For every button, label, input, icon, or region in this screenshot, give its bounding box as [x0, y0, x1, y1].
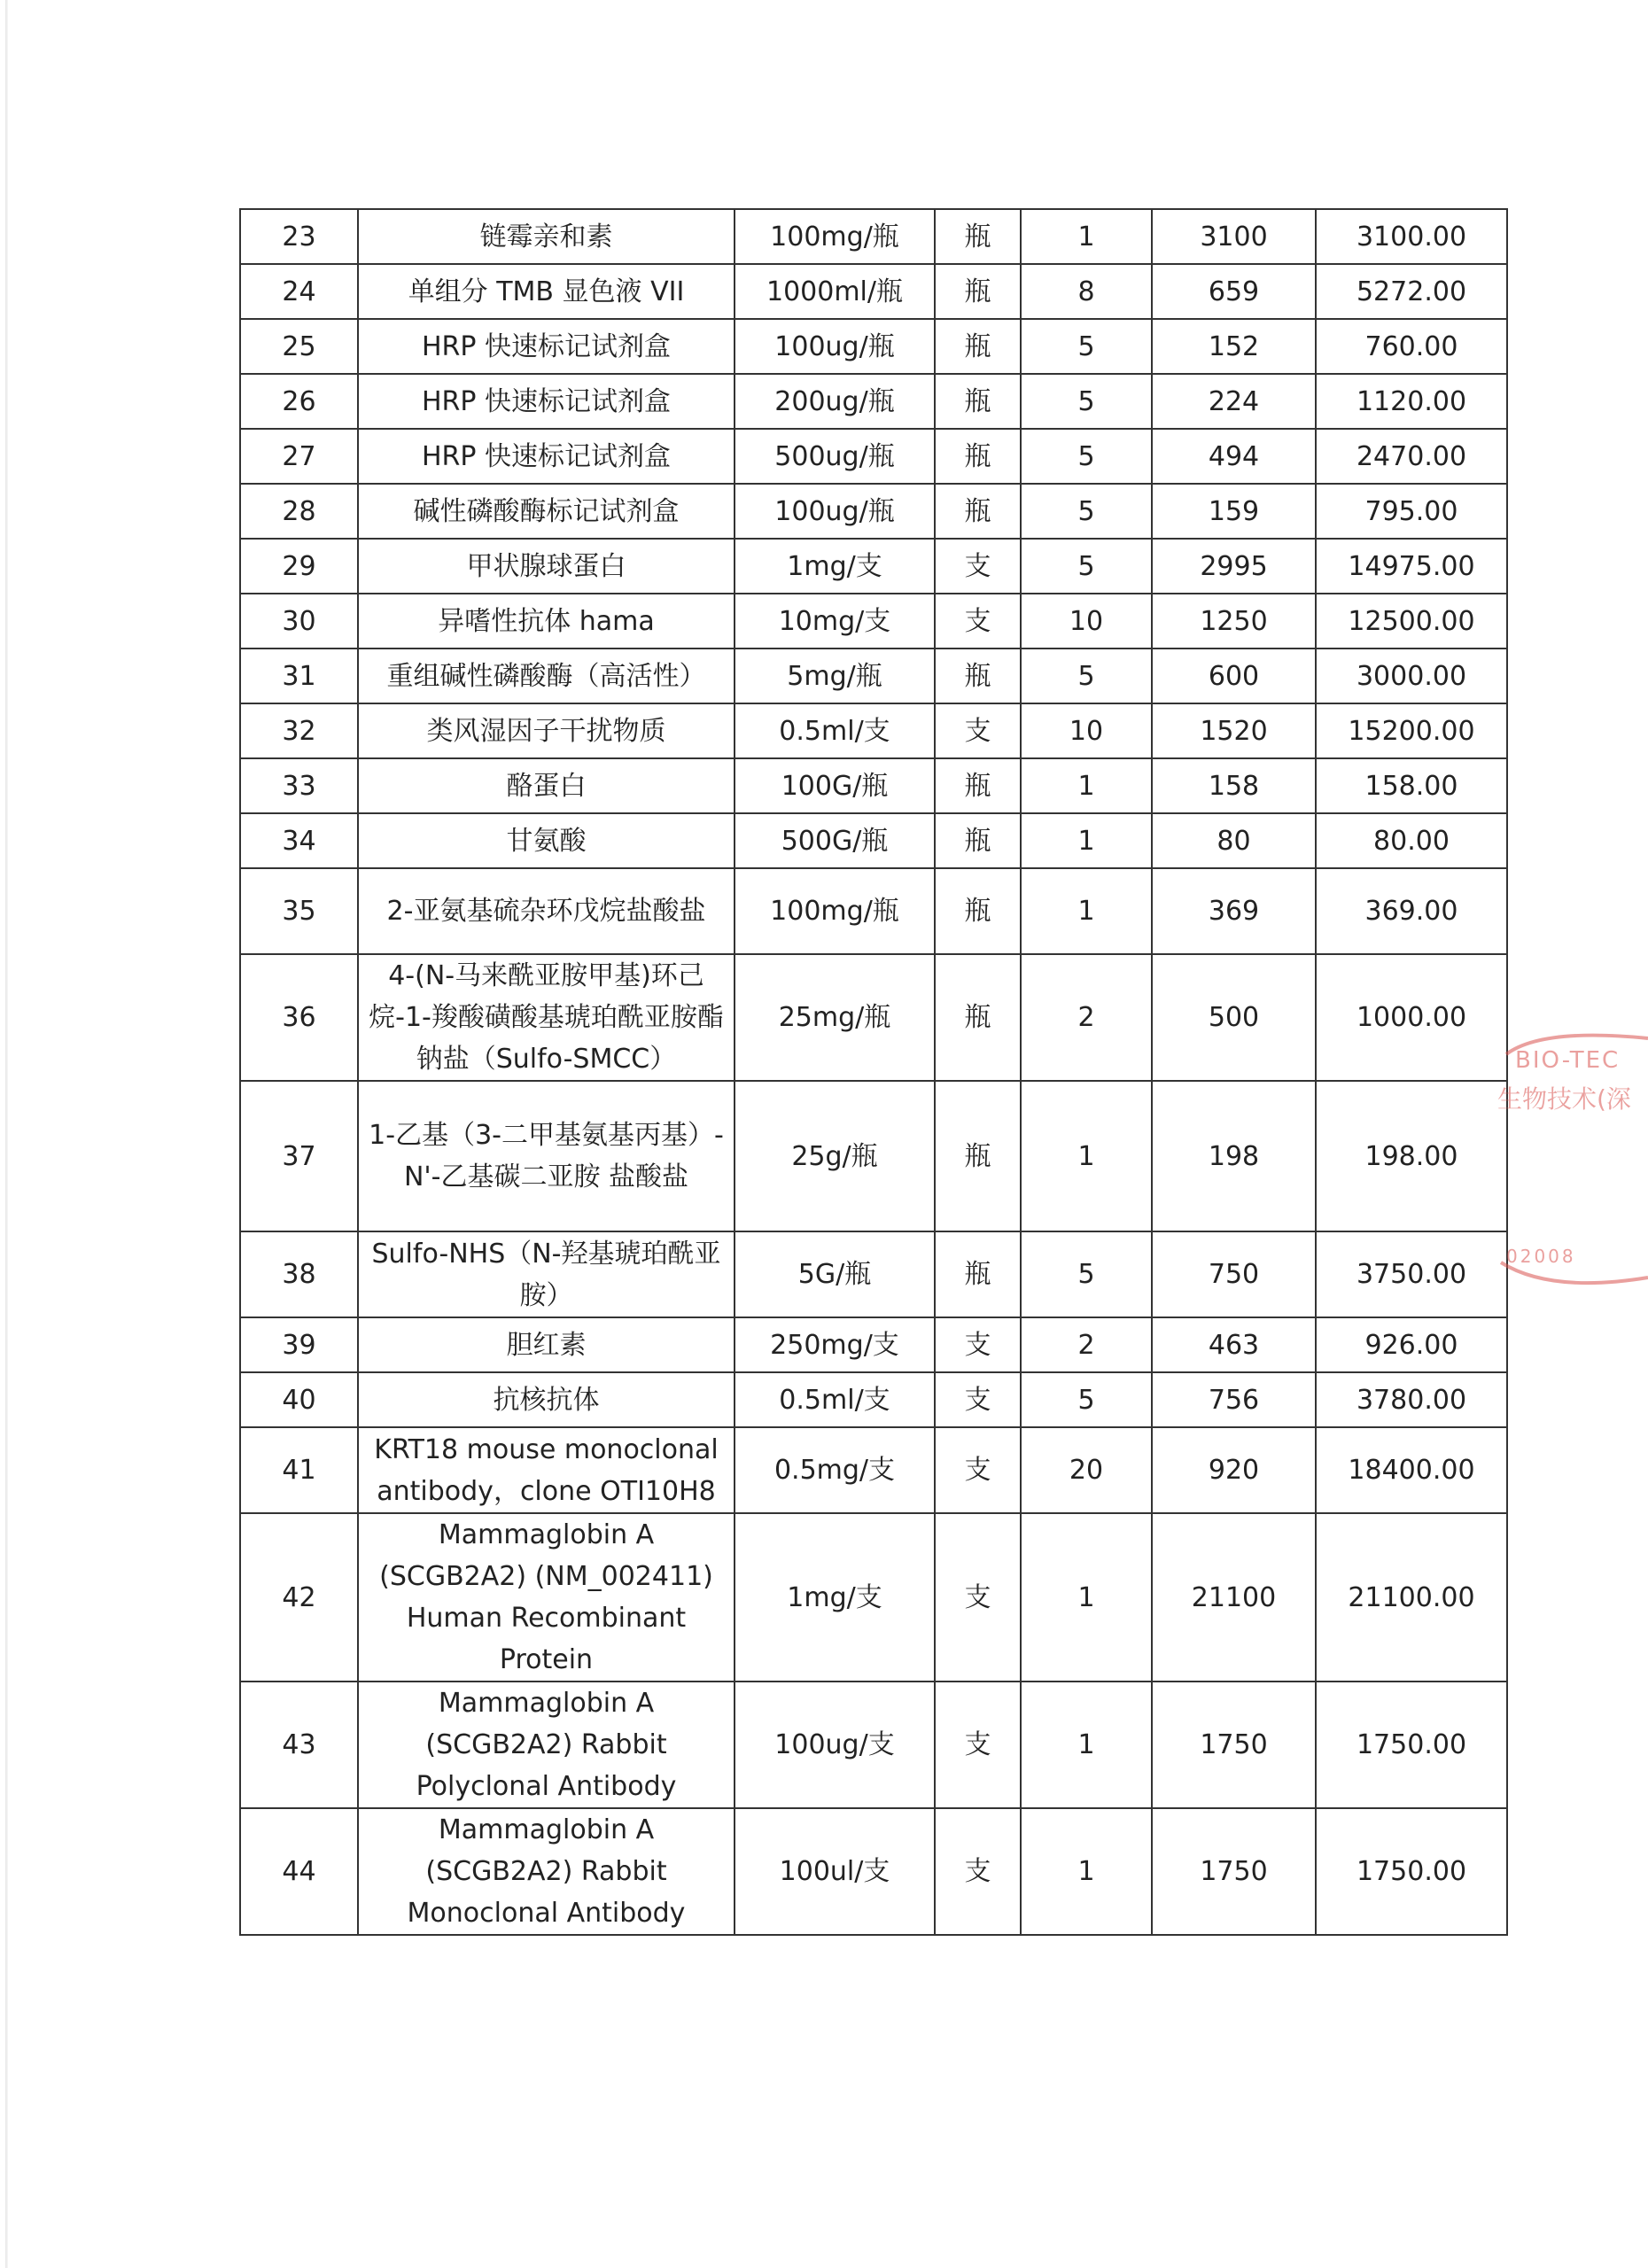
- cell-name: Mammaglobin A (SCGB2A2) (NM_002411) Human Recombinant Protein: [358, 1513, 735, 1682]
- table-row: [240, 1682, 1507, 1808]
- cell-spec: 500ug/瓶: [735, 429, 935, 484]
- cell-qty: 5: [1021, 374, 1152, 429]
- cell-total: 198.00: [1316, 1081, 1507, 1231]
- cell-unit: 瓶: [935, 374, 1021, 429]
- cell-no: 37: [240, 1081, 358, 1231]
- svg-text:生物技术(深: 生物技术(深: [1497, 1084, 1631, 1114]
- cell-spec: 1000ml/瓶: [735, 264, 935, 319]
- cell-total: 3100.00: [1316, 209, 1507, 264]
- cell-no: 38: [240, 1231, 358, 1317]
- cell-total: 18400.00: [1316, 1427, 1507, 1513]
- cell-unit: 瓶: [935, 319, 1021, 374]
- cell-qty: 2: [1021, 1317, 1152, 1372]
- cell-total: 3780.00: [1316, 1372, 1507, 1427]
- cell-name: 类风湿因子干扰物质: [358, 703, 735, 758]
- cell-name: 重组碱性磷酸酶（高活性）: [358, 649, 735, 703]
- cell-price: 1750: [1152, 1808, 1316, 1935]
- cell-qty: 1: [1021, 1808, 1152, 1935]
- table-row: [240, 209, 1507, 264]
- cell-spec: 1mg/支: [735, 1513, 935, 1682]
- cell-name: 链霉亲和素: [358, 209, 735, 264]
- cell-unit: 支: [935, 1808, 1021, 1935]
- cell-no: 44: [240, 1808, 358, 1935]
- cell-unit: 支: [935, 703, 1021, 758]
- cell-spec: 1mg/支: [735, 539, 935, 594]
- cell-qty: 1: [1021, 813, 1152, 868]
- table-row: [240, 1081, 1507, 1231]
- cell-no: 41: [240, 1427, 358, 1513]
- cell-name: Mammaglobin A (SCGB2A2) Rabbit Polyclonal Antibody: [358, 1682, 735, 1808]
- cell-unit: 瓶: [935, 813, 1021, 868]
- table-row: [240, 703, 1507, 758]
- cell-name: 4-(N-马来酰亚胺甲基)环己烷-1-羧酸磺酸基琥珀酰亚胺酯钠盐（Sulfo-SMCC）: [358, 954, 735, 1081]
- cell-price: 198: [1152, 1081, 1316, 1231]
- cell-name: 1-乙基（3-二甲基氨基丙基）-N'-乙基碳二亚胺 盐酸盐: [358, 1081, 735, 1231]
- cell-qty: 5: [1021, 1231, 1152, 1317]
- cell-no: 30: [240, 594, 358, 649]
- cell-qty: 1: [1021, 1682, 1152, 1808]
- cell-price: 21100: [1152, 1513, 1316, 1682]
- cell-no: 34: [240, 813, 358, 868]
- cell-total: 80.00: [1316, 813, 1507, 868]
- cell-total: 2470.00: [1316, 429, 1507, 484]
- table-row: [240, 1372, 1507, 1427]
- cell-qty: 1: [1021, 1081, 1152, 1231]
- cell-unit: 瓶: [935, 868, 1021, 954]
- cell-name: KRT18 mouse monoclonal antibody，clone OTI10H8: [358, 1427, 735, 1513]
- cell-name: Sulfo-NHS（N-羟基琥珀酰亚胺）: [358, 1231, 735, 1317]
- cell-spec: 100ug/瓶: [735, 484, 935, 539]
- table-row: [240, 649, 1507, 703]
- cell-price: 600: [1152, 649, 1316, 703]
- cell-total: 1750.00: [1316, 1682, 1507, 1808]
- cell-spec: 100ul/支: [735, 1808, 935, 1935]
- cell-qty: 20: [1021, 1427, 1152, 1513]
- cell-qty: 5: [1021, 429, 1152, 484]
- table-row: [240, 539, 1507, 594]
- cell-unit: 瓶: [935, 1231, 1021, 1317]
- table-row: [240, 319, 1507, 374]
- cell-total: 3750.00: [1316, 1231, 1507, 1317]
- cell-unit: 瓶: [935, 954, 1021, 1081]
- cell-price: 1750: [1152, 1682, 1316, 1808]
- cell-total: 926.00: [1316, 1317, 1507, 1372]
- cell-price: 920: [1152, 1427, 1316, 1513]
- cell-spec: 100G/瓶: [735, 758, 935, 813]
- cell-total: 12500.00: [1316, 594, 1507, 649]
- cell-spec: 250mg/支: [735, 1317, 935, 1372]
- cell-no: 36: [240, 954, 358, 1081]
- table-row: [240, 1513, 1507, 1682]
- cell-spec: 100mg/瓶: [735, 868, 935, 954]
- cell-name: Mammaglobin A (SCGB2A2) Rabbit Monoclonal Antibody: [358, 1808, 735, 1935]
- cell-price: 3100: [1152, 209, 1316, 264]
- cell-name: HRP 快速标记试剂盒: [358, 319, 735, 374]
- cell-no: 35: [240, 868, 358, 954]
- cell-price: 500: [1152, 954, 1316, 1081]
- svg-text:BIO-TEC: BIO-TEC: [1515, 1047, 1621, 1074]
- cell-no: 28: [240, 484, 358, 539]
- cell-total: 1000.00: [1316, 954, 1507, 1081]
- product-price-table: [239, 208, 1508, 1936]
- table-row: [240, 484, 1507, 539]
- cell-name: HRP 快速标记试剂盒: [358, 374, 735, 429]
- cell-price: 224: [1152, 374, 1316, 429]
- table-row: [240, 868, 1507, 954]
- cell-qty: 10: [1021, 703, 1152, 758]
- cell-price: 152: [1152, 319, 1316, 374]
- cell-name: 碱性磷酸酶标记试剂盒: [358, 484, 735, 539]
- cell-qty: 5: [1021, 649, 1152, 703]
- company-seal: [1489, 1028, 1648, 1302]
- svg-text:02008: 02008: [1506, 1246, 1576, 1267]
- cell-total: 1750.00: [1316, 1808, 1507, 1935]
- cell-spec: 100mg/瓶: [735, 209, 935, 264]
- cell-spec: 25mg/瓶: [735, 954, 935, 1081]
- cell-price: 2995: [1152, 539, 1316, 594]
- cell-spec: 100ug/支: [735, 1682, 935, 1808]
- cell-qty: 5: [1021, 539, 1152, 594]
- cell-price: 494: [1152, 429, 1316, 484]
- cell-no: 43: [240, 1682, 358, 1808]
- cell-no: 26: [240, 374, 358, 429]
- cell-unit: 瓶: [935, 429, 1021, 484]
- cell-total: 369.00: [1316, 868, 1507, 954]
- cell-qty: 1: [1021, 1513, 1152, 1682]
- cell-total: 5272.00: [1316, 264, 1507, 319]
- cell-price: 750: [1152, 1231, 1316, 1317]
- cell-unit: 支: [935, 1427, 1021, 1513]
- cell-unit: 瓶: [935, 758, 1021, 813]
- cell-spec: 10mg/支: [735, 594, 935, 649]
- table-row: [240, 954, 1507, 1081]
- cell-qty: 5: [1021, 484, 1152, 539]
- cell-no: 23: [240, 209, 358, 264]
- cell-qty: 10: [1021, 594, 1152, 649]
- cell-no: 24: [240, 264, 358, 319]
- cell-price: 1520: [1152, 703, 1316, 758]
- cell-no: 32: [240, 703, 358, 758]
- cell-name: 2-亚氨基硫杂环戊烷盐酸盐: [358, 868, 735, 954]
- table-row: [240, 1808, 1507, 1935]
- cell-total: 760.00: [1316, 319, 1507, 374]
- cell-spec: 0.5ml/支: [735, 703, 935, 758]
- table-row: [240, 1317, 1507, 1372]
- table-row: [240, 813, 1507, 868]
- cell-qty: 2: [1021, 954, 1152, 1081]
- cell-spec: 0.5mg/支: [735, 1427, 935, 1513]
- cell-total: 1120.00: [1316, 374, 1507, 429]
- cell-price: 756: [1152, 1372, 1316, 1427]
- cell-no: 27: [240, 429, 358, 484]
- cell-unit: 瓶: [935, 1081, 1021, 1231]
- cell-unit: 瓶: [935, 264, 1021, 319]
- cell-price: 659: [1152, 264, 1316, 319]
- cell-spec: 100ug/瓶: [735, 319, 935, 374]
- cell-qty: 8: [1021, 264, 1152, 319]
- cell-unit: 支: [935, 594, 1021, 649]
- table-row: [240, 1231, 1507, 1317]
- cell-spec: 500G/瓶: [735, 813, 935, 868]
- cell-total: 14975.00: [1316, 539, 1507, 594]
- cell-total: 21100.00: [1316, 1513, 1507, 1682]
- cell-spec: 0.5ml/支: [735, 1372, 935, 1427]
- cell-total: 15200.00: [1316, 703, 1507, 758]
- cell-price: 463: [1152, 1317, 1316, 1372]
- cell-total: 795.00: [1316, 484, 1507, 539]
- cell-unit: 瓶: [935, 484, 1021, 539]
- cell-unit: 支: [935, 1682, 1021, 1808]
- table-row: [240, 374, 1507, 429]
- cell-spec: 25g/瓶: [735, 1081, 935, 1231]
- cell-no: 31: [240, 649, 358, 703]
- cell-no: 42: [240, 1513, 358, 1682]
- cell-unit: 支: [935, 1513, 1021, 1682]
- cell-total: 3000.00: [1316, 649, 1507, 703]
- cell-qty: 1: [1021, 758, 1152, 813]
- cell-name: 抗核抗体: [358, 1372, 735, 1427]
- cell-name: 酪蛋白: [358, 758, 735, 813]
- cell-no: 29: [240, 539, 358, 594]
- cell-unit: 支: [935, 1317, 1021, 1372]
- cell-no: 25: [240, 319, 358, 374]
- table-row: [240, 758, 1507, 813]
- table-row: [240, 264, 1507, 319]
- cell-price: 1250: [1152, 594, 1316, 649]
- cell-total: 158.00: [1316, 758, 1507, 813]
- cell-spec: 5G/瓶: [735, 1231, 935, 1317]
- cell-spec: 200ug/瓶: [735, 374, 935, 429]
- cell-name: 甲状腺球蛋白: [358, 539, 735, 594]
- cell-name: 异嗜性抗体 hama: [358, 594, 735, 649]
- scan-edge: [5, 0, 8, 2268]
- table-row: [240, 1427, 1507, 1513]
- cell-price: 80: [1152, 813, 1316, 868]
- cell-unit: 支: [935, 1372, 1021, 1427]
- cell-unit: 支: [935, 539, 1021, 594]
- cell-unit: 瓶: [935, 649, 1021, 703]
- cell-name: 甘氨酸: [358, 813, 735, 868]
- cell-no: 39: [240, 1317, 358, 1372]
- cell-name: 单组分 TMB 显色液 VII: [358, 264, 735, 319]
- table-row: [240, 594, 1507, 649]
- cell-qty: 5: [1021, 1372, 1152, 1427]
- cell-price: 159: [1152, 484, 1316, 539]
- cell-qty: 5: [1021, 319, 1152, 374]
- cell-price: 369: [1152, 868, 1316, 954]
- cell-qty: 1: [1021, 868, 1152, 954]
- cell-spec: 5mg/瓶: [735, 649, 935, 703]
- cell-no: 40: [240, 1372, 358, 1427]
- table-row: [240, 429, 1507, 484]
- cell-price: 158: [1152, 758, 1316, 813]
- cell-qty: 1: [1021, 209, 1152, 264]
- cell-no: 33: [240, 758, 358, 813]
- cell-name: HRP 快速标记试剂盒: [358, 429, 735, 484]
- cell-name: 胆红素: [358, 1317, 735, 1372]
- cell-unit: 瓶: [935, 209, 1021, 264]
